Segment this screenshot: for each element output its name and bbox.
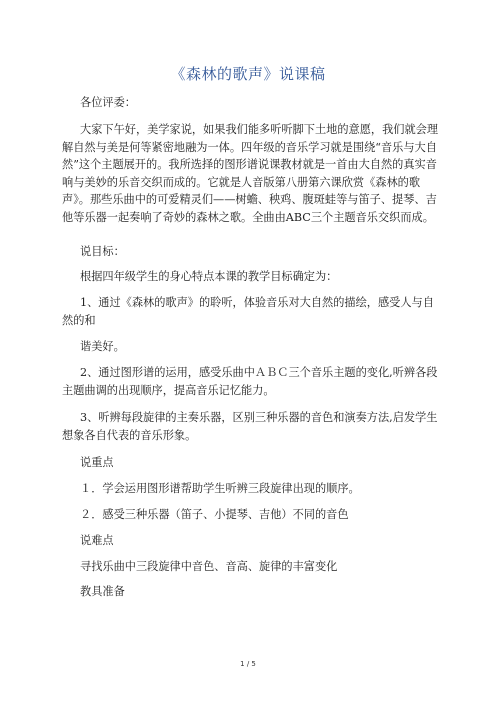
key-point-2: ２．感受三种乐器（笛子、小提琴、吉他）不同的音色 <box>80 508 349 521</box>
difficulty-1: 寻找乐曲中三段旋律中音色、音高、旋律的丰富变化 <box>80 560 338 573</box>
key-point-1: １．学会运用图形谱帮助学生听辨三段旋律出现的顺序。 <box>80 482 360 495</box>
greeting: 各位评委： <box>80 96 136 109</box>
tools-heading: 教具准备 <box>80 585 125 598</box>
goal-1: 1、通过《森林的歌声》的聆听，体验音乐对大自然的描绘，感受人与自然的和 <box>62 296 434 327</box>
goal-heading: 说目标： <box>80 245 125 258</box>
page-number: 1 / 5 <box>240 660 256 668</box>
goal-intro: 根据四年级学生的身心特点本课的教学目标确定为： <box>80 270 338 283</box>
goal-1-continued: 谐美好。 <box>80 340 125 353</box>
key-points-heading: 说重点 <box>80 456 114 469</box>
goal-2: 2、通过图形谱的运用，感受乐曲中ＡＢＣ三个音乐主题的变化,听辨各段主题曲调的出现顺序，提高音乐记忆能力。 <box>62 366 438 397</box>
goal-3: 3、听辨每段旋律的主奏乐器，区别三种乐器的音色和演奏方法,启发学生想象各自代表的音乐形象。 <box>62 411 438 442</box>
document-title: 《森林的歌声》说课稿 <box>170 65 326 83</box>
difficulty-heading: 说难点 <box>80 534 114 547</box>
intro-paragraph: 大家下午好，美学家说，如果我们能多听听脚下土地的意愿，我们就会理解自然与美是何等紧密地融为一体。四年级的音乐学习就是围绕“音乐与大自然”这个主题展开的。我所选择的图形谱说课教材就是一首由大自然的真实音响与美妙的乐音交织而成的。它就是人音版第八册第六课欣赏《森林的歌声》。那些乐曲中的可爱精灵们——树蟾、秧鸡、腹斑蛙等与笛子、提琴、吉他等乐器一起奏响了奇妙的森林之歌。全曲由ABC三个主题音乐交织而成。 <box>62 123 439 224</box>
